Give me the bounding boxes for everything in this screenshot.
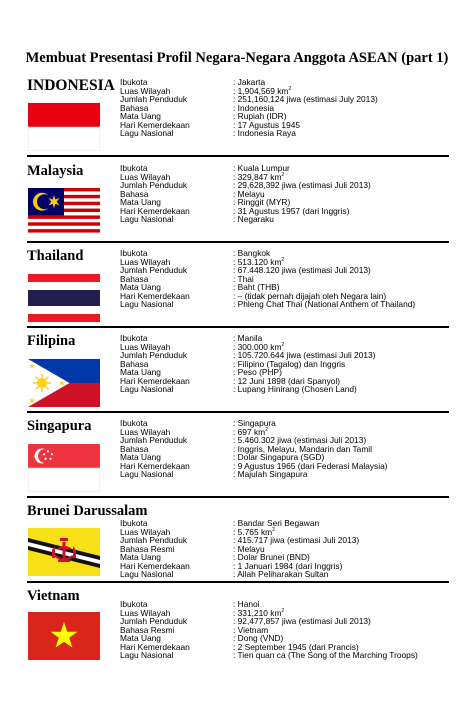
value-jumlah-penduduk: : 92,477,857 jiwa (estimasi Juli 2013) (233, 616, 371, 626)
value-luas-wilayah: : 697 $km^2$ (233, 426, 268, 437)
country-name-indonesia: INDONESIA (27, 77, 115, 94)
value-mata-uang: : Dong (VND) (233, 633, 284, 643)
label-luas-wilayah: Luas Wilayah (120, 607, 171, 618)
label-bahasa: Bahasa (120, 443, 149, 454)
value-jumlah-penduduk: : 67.448.120 jiwa (estimasi Juli 2013) (233, 265, 371, 275)
value-luas-wilayah: : 331,210 $km^2$ (233, 607, 285, 618)
label-jumlah-penduduk: Jumlah Penduduk (120, 350, 188, 360)
country-name-thailand: Thailand (27, 248, 84, 264)
thailand-flag (28, 274, 100, 322)
brunei-info (120, 519, 359, 579)
label-bahasa-resmi: Bahasa Resmi (120, 624, 175, 635)
label-ibukota: Ibukota (120, 333, 148, 343)
label-jumlah-penduduk: Jumlah Penduduk (120, 265, 188, 275)
label-bahasa: Bahasa (120, 358, 149, 369)
value-bahasa: : Filipino (Tagalog) dan Inggris (233, 358, 346, 369)
label-ibukota: Ibukota (120, 248, 148, 258)
value-luas-wilayah: : 513.120 $km^2$ (233, 256, 285, 267)
malaysia-info (120, 164, 371, 224)
value-mata-uang: : Baht (THB) (233, 282, 280, 292)
indonesia-info (120, 78, 378, 138)
section-divider (27, 581, 449, 583)
label-mata-uang: Mata Uang (120, 197, 161, 207)
value-bahasa-resmi: : Vietnam (233, 624, 269, 635)
value-jumlah-penduduk: : 251,160,124 jiwa (estimasi July 2013) (233, 94, 378, 104)
label-lagu-nasional: Lagu Nasional (120, 469, 174, 479)
label-bahasa: Bahasa (120, 188, 149, 199)
label-mata-uang: Mata Uang (120, 452, 161, 462)
thailand-info (120, 249, 415, 309)
value-luas-wilayah: : 329,847 $km^2$ (233, 171, 285, 182)
label-bahasa: Bahasa (120, 273, 149, 284)
value-hari-kemerdekaan: : 1 Januari 1984 (dari Inggris) (233, 560, 343, 571)
page-title: Membuat Presentasi Profil Negara-Negara Anggota ASEAN (part 1) (25, 50, 449, 66)
label-hari-kemerdekaan: Hari Kemerdekaan (120, 205, 190, 216)
label-jumlah-penduduk: Jumlah Penduduk (120, 535, 188, 545)
value-lagu-nasional: : Negaraku (233, 214, 274, 224)
label-jumlah-penduduk: Jumlah Penduduk (120, 94, 188, 104)
value-bahasa: : Indonesia (233, 102, 274, 113)
label-luas-wilayah: Luas Wilayah (120, 341, 171, 352)
label-luas-wilayah: Luas Wilayah (120, 171, 171, 182)
label-mata-uang: Mata Uang (120, 633, 161, 643)
label-hari-kemerdekaan: Hari Kemerdekaan (120, 560, 190, 571)
value-ibukota: : Kuala Lumpur (233, 163, 290, 173)
value-ibukota: : Singapura (233, 418, 276, 428)
label-ibukota: Ibukota (120, 599, 148, 609)
label-mata-uang: Mata Uang (120, 552, 161, 562)
value-hari-kemerdekaan: : 9 Agustus 1965 (dari Federasi Malaysia) (233, 460, 388, 471)
value-lagu-nasional: : Tien quan ca (The Song of the Marching Troops) (233, 650, 418, 660)
value-bahasa-resmi: : Melayu (233, 543, 265, 554)
country-name-malaysia: Malaysia (27, 163, 84, 179)
label-hari-kemerdekaan: Hari Kemerdekaan (120, 641, 190, 652)
value-hari-kemerdekaan: : 2 September 1945 (dari Prancis) (233, 641, 359, 652)
value-luas-wilayah: : 1,904,569 $km^2$ (233, 85, 292, 96)
label-mata-uang: Mata Uang (120, 282, 161, 292)
value-lagu-nasional: : Indonesia Raya (233, 128, 296, 138)
value-mata-uang: : Ringgit (MYR) (233, 197, 291, 207)
label-bahasa: Bahasa (120, 102, 149, 113)
section-divider (27, 326, 449, 328)
singapore-info (120, 419, 388, 479)
value-lagu-nasional: : Lupang Hinirang (Chosen Land) (233, 384, 357, 394)
label-hari-kemerdekaan: Hari Kemerdekaan (120, 460, 190, 471)
value-bahasa: : Melayu (233, 188, 265, 199)
value-ibukota: : Jakarta (233, 77, 266, 87)
label-ibukota: Ibukota (120, 163, 148, 173)
value-bahasa: : Thai (233, 273, 254, 284)
label-hari-kemerdekaan: Hari Kemerdekaan (120, 119, 190, 130)
philippines-info (120, 334, 375, 394)
label-jumlah-penduduk: Jumlah Penduduk (120, 180, 188, 190)
country-name-filipina: Filipina (27, 333, 76, 349)
label-hari-kemerdekaan: Hari Kemerdekaan (120, 290, 190, 301)
value-lagu-nasional: : Phleng Chat Thai (National Anthem of Thailand) (233, 299, 416, 309)
singapore-flag (28, 444, 100, 492)
label-mata-uang: Mata Uang (120, 111, 161, 121)
label-hari-kemerdekaan: Hari Kemerdekaan (120, 375, 190, 386)
value-lagu-nasional: : Allah Peliharakan Sultan (233, 569, 329, 579)
section-divider (27, 241, 449, 243)
label-lagu-nasional: Lagu Nasional (120, 384, 174, 394)
value-mata-uang: : Peso (PHP) (233, 367, 282, 377)
vietnam-flag (28, 612, 100, 660)
label-lagu-nasional: Lagu Nasional (120, 650, 174, 660)
label-lagu-nasional: Lagu Nasional (120, 569, 174, 579)
value-luas-wilayah: : 5.765 $km^2$ (233, 526, 275, 537)
value-ibukota: : Bandar Seri Begawan (233, 518, 320, 528)
value-ibukota: : Manila (233, 333, 263, 343)
label-mata-uang: Mata Uang (120, 367, 161, 377)
section-divider (27, 496, 449, 498)
label-lagu-nasional: Lagu Nasional (120, 299, 174, 309)
section-divider (27, 411, 449, 413)
value-hari-kemerdekaan: : 12 Juni 1898 (dari Spanyol) (233, 375, 341, 386)
indonesia-flag (28, 103, 100, 151)
value-ibukota: : Hanoi (233, 599, 260, 609)
label-ibukota: Ibukota (120, 77, 148, 87)
label-ibukota: Ibukota (120, 418, 148, 428)
value-mata-uang: : Rupiah (IDR) (233, 111, 287, 121)
brunei-flag (28, 528, 100, 576)
value-mata-uang: : Dolar Singapura (SGD) (233, 452, 325, 462)
country-name-singapura: Singapura (27, 418, 92, 434)
value-lagu-nasional: : Majulah Singapura (233, 469, 308, 479)
value-jumlah-penduduk: : 29,628,392 jiwa (estimasi Juli 2013) (233, 180, 371, 190)
value-bahasa: : Inggris, Melayu, Mandarin dan Tamil (233, 443, 373, 454)
label-luas-wilayah: Luas Wilayah (120, 426, 171, 437)
label-lagu-nasional: Lagu Nasional (120, 128, 174, 138)
value-ibukota: : Bangkok (233, 248, 271, 258)
value-mata-uang: : Dolar Brunei (BND) (233, 552, 310, 562)
label-ibukota: Ibukota (120, 518, 148, 528)
malaysia-flag (28, 188, 100, 236)
value-hari-kemerdekaan: : 31 Agustus 1957 (dari Inggris) (233, 205, 350, 216)
value-luas-wilayah: : 300.000 $km^2$ (233, 341, 285, 352)
country-name-vietnam: Vietnam (27, 588, 80, 604)
label-bahasa-resmi: Bahasa Resmi (120, 543, 175, 554)
section-divider (27, 155, 449, 157)
philippines-flag (28, 359, 100, 407)
country-name-brunei: Brunei Darussalam (27, 503, 148, 519)
label-luas-wilayah: Luas Wilayah (120, 526, 171, 537)
value-jumlah-penduduk: : 105.720.644 jiwa (estimasi Juli 2013) (233, 350, 376, 360)
vietnam-info (120, 600, 418, 660)
label-luas-wilayah: Luas Wilayah (120, 256, 171, 267)
label-lagu-nasional: Lagu Nasional (120, 214, 174, 224)
label-jumlah-penduduk: Jumlah Penduduk (120, 616, 188, 626)
value-jumlah-penduduk: : 415.717 jiwa (estimasi Juli 2013) (233, 535, 360, 545)
label-luas-wilayah: Luas Wilayah (120, 85, 171, 96)
label-jumlah-penduduk: Jumlah Penduduk (120, 435, 188, 445)
value-hari-kemerdekaan: : – (tidak pernah dijajah oleh Negara lain) (233, 290, 387, 301)
value-jumlah-penduduk: : 5.460.302 jiwa (estimasi Juli 2013) (233, 435, 367, 445)
value-hari-kemerdekaan: : 17 Agustus 1945 (233, 119, 301, 130)
